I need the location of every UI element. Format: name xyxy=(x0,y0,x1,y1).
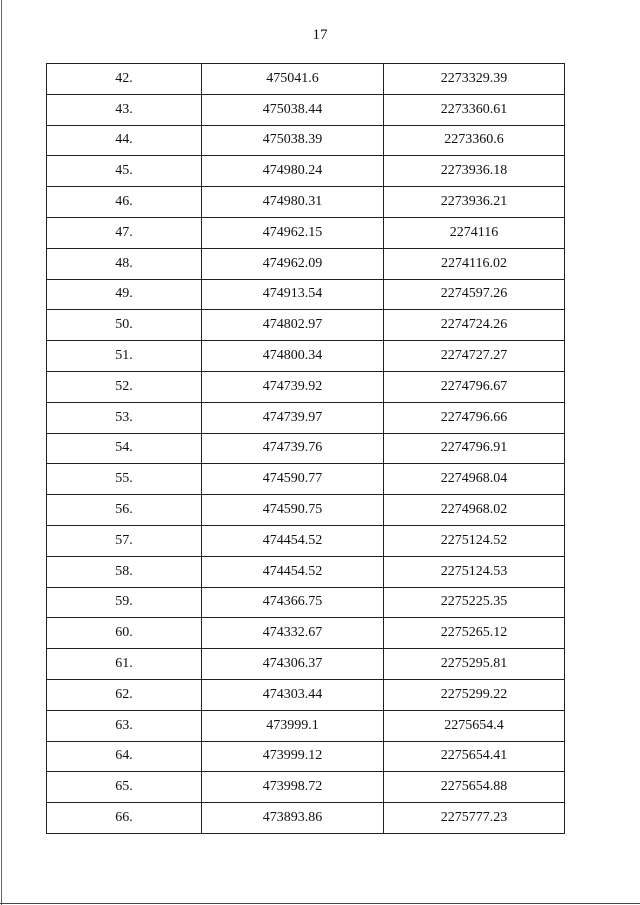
coordinates-table xyxy=(46,63,565,834)
table-row xyxy=(47,710,565,741)
y-coordinate-cell: 2274724.26 xyxy=(384,310,565,341)
table-row xyxy=(47,310,565,341)
x-coordinate-cell: 473998.72 xyxy=(202,772,384,803)
point-number-cell: 53. xyxy=(47,402,202,433)
scan-edge-line xyxy=(1,0,2,905)
x-coordinate-cell: 475038.44 xyxy=(202,94,384,125)
table-row xyxy=(47,279,565,310)
point-number-cell: 45. xyxy=(47,156,202,187)
point-number-cell: 62. xyxy=(47,679,202,710)
point-number-cell: 46. xyxy=(47,187,202,218)
y-coordinate-cell: 2273936.21 xyxy=(384,187,565,218)
y-coordinate-cell: 2274968.02 xyxy=(384,495,565,526)
x-coordinate-cell: 474306.37 xyxy=(202,649,384,680)
x-coordinate-cell: 474454.52 xyxy=(202,556,384,587)
table-row xyxy=(47,371,565,402)
table-row xyxy=(47,741,565,772)
table-row xyxy=(47,587,565,618)
x-coordinate-cell: 475038.39 xyxy=(202,125,384,156)
y-coordinate-cell: 2275124.52 xyxy=(384,525,565,556)
page-number: 17 xyxy=(312,27,328,43)
table-row xyxy=(47,679,565,710)
point-number-cell: 64. xyxy=(47,741,202,772)
table-row xyxy=(47,618,565,649)
table-row xyxy=(47,464,565,495)
point-number-cell: 47. xyxy=(47,217,202,248)
y-coordinate-cell: 2273329.39 xyxy=(384,64,565,95)
point-number-cell: 57. xyxy=(47,525,202,556)
table-row xyxy=(47,341,565,372)
x-coordinate-cell: 474590.75 xyxy=(202,495,384,526)
x-coordinate-cell: 474980.24 xyxy=(202,156,384,187)
y-coordinate-cell: 2273360.6 xyxy=(384,125,565,156)
point-number-cell: 52. xyxy=(47,371,202,402)
x-coordinate-cell: 474962.15 xyxy=(202,217,384,248)
y-coordinate-cell: 2275295.81 xyxy=(384,649,565,680)
table-row xyxy=(47,156,565,187)
y-coordinate-cell: 2274116 xyxy=(384,217,565,248)
y-coordinate-cell: 2274796.67 xyxy=(384,371,565,402)
coordinates-table-body xyxy=(47,64,565,834)
x-coordinate-cell: 474739.92 xyxy=(202,371,384,402)
x-coordinate-cell: 474454.52 xyxy=(202,525,384,556)
point-number-cell: 63. xyxy=(47,710,202,741)
table-row xyxy=(47,94,565,125)
table-row xyxy=(47,217,565,248)
y-coordinate-cell: 2275654.88 xyxy=(384,772,565,803)
y-coordinate-cell: 2274796.66 xyxy=(384,402,565,433)
table-row xyxy=(47,803,565,834)
table-row xyxy=(47,495,565,526)
y-coordinate-cell: 2273936.18 xyxy=(384,156,565,187)
x-coordinate-cell: 473999.12 xyxy=(202,741,384,772)
table-row xyxy=(47,402,565,433)
point-number-cell: 43. xyxy=(47,94,202,125)
x-coordinate-cell: 474800.34 xyxy=(202,341,384,372)
scan-bottom-edge-line xyxy=(0,903,640,904)
point-number-cell: 49. xyxy=(47,279,202,310)
y-coordinate-cell: 2274597.26 xyxy=(384,279,565,310)
x-coordinate-cell: 474962.09 xyxy=(202,248,384,279)
x-coordinate-cell: 473893.86 xyxy=(202,803,384,834)
x-coordinate-cell: 474590.77 xyxy=(202,464,384,495)
x-coordinate-cell: 474802.97 xyxy=(202,310,384,341)
y-coordinate-cell: 2274968.04 xyxy=(384,464,565,495)
point-number-cell: 54. xyxy=(47,433,202,464)
point-number-cell: 48. xyxy=(47,248,202,279)
x-coordinate-cell: 474980.31 xyxy=(202,187,384,218)
x-coordinate-cell: 475041.6 xyxy=(202,64,384,95)
y-coordinate-cell: 2275777.23 xyxy=(384,803,565,834)
point-number-cell: 42. xyxy=(47,64,202,95)
x-coordinate-cell: 474332.67 xyxy=(202,618,384,649)
y-coordinate-cell: 2275265.12 xyxy=(384,618,565,649)
x-coordinate-cell: 474739.97 xyxy=(202,402,384,433)
point-number-cell: 61. xyxy=(47,649,202,680)
point-number-cell: 59. xyxy=(47,587,202,618)
table-row xyxy=(47,433,565,464)
x-coordinate-cell: 474913.54 xyxy=(202,279,384,310)
point-number-cell: 65. xyxy=(47,772,202,803)
table-row xyxy=(47,556,565,587)
y-coordinate-cell: 2275124.53 xyxy=(384,556,565,587)
y-coordinate-cell: 2275654.4 xyxy=(384,710,565,741)
x-coordinate-cell: 474303.44 xyxy=(202,679,384,710)
y-coordinate-cell: 2275299.22 xyxy=(384,679,565,710)
table-row xyxy=(47,125,565,156)
table-row xyxy=(47,649,565,680)
point-number-cell: 51. xyxy=(47,341,202,372)
point-number-cell: 55. xyxy=(47,464,202,495)
point-number-cell: 66. xyxy=(47,803,202,834)
x-coordinate-cell: 473999.1 xyxy=(202,710,384,741)
y-coordinate-cell: 2274116.02 xyxy=(384,248,565,279)
point-number-cell: 50. xyxy=(47,310,202,341)
point-number-cell: 58. xyxy=(47,556,202,587)
table-row xyxy=(47,64,565,95)
y-coordinate-cell: 2274796.91 xyxy=(384,433,565,464)
x-coordinate-cell: 474739.76 xyxy=(202,433,384,464)
y-coordinate-cell: 2275225.35 xyxy=(384,587,565,618)
table-row xyxy=(47,525,565,556)
point-number-cell: 56. xyxy=(47,495,202,526)
y-coordinate-cell: 2274727.27 xyxy=(384,341,565,372)
y-coordinate-cell: 2275654.41 xyxy=(384,741,565,772)
point-number-cell: 44. xyxy=(47,125,202,156)
table-row xyxy=(47,772,565,803)
x-coordinate-cell: 474366.75 xyxy=(202,587,384,618)
table-row xyxy=(47,248,565,279)
y-coordinate-cell: 2273360.61 xyxy=(384,94,565,125)
table-row xyxy=(47,187,565,218)
point-number-cell: 60. xyxy=(47,618,202,649)
